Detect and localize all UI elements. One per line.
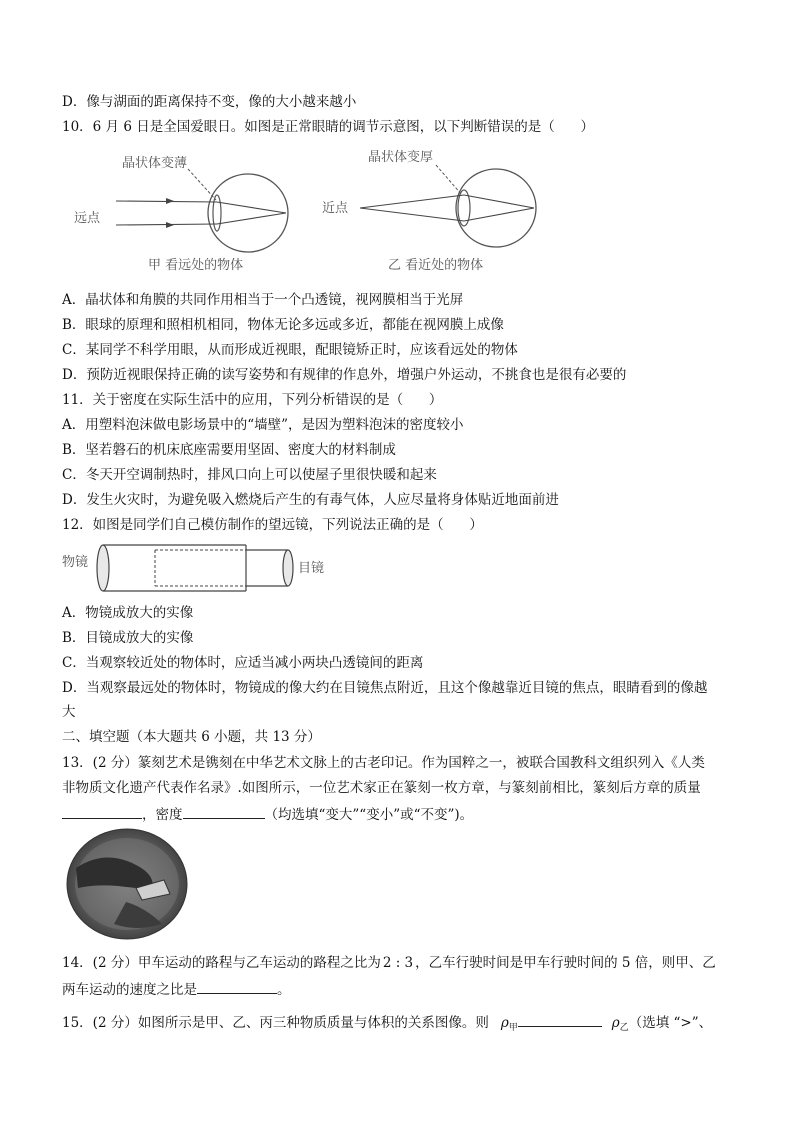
q11-option-c: C．冬天开空调制热时，排风口向上可以使屋子里很快暖和起来 [62,467,437,483]
rho-jia: ρ [500,1015,509,1031]
q14-line2: 两车运动的速度之比是 。 [62,979,291,999]
q15-line1: 15．(2 分）如图所示是甲、乙、丙三种物质质量与体积的关系图像。则 $\rho_甲$ $\rho_乙$（选填 “>”、 [62,1012,712,1037]
subscript-jia: 甲 [508,1023,518,1033]
caption-near: 乙 看近处的物体 [388,258,484,273]
subscript-yi: 乙 [619,1023,629,1033]
q13-seal-carving-photo [66,828,188,940]
label-objective: 物镜 [62,555,89,570]
label-lens-thinner: 晶状体变薄 [122,156,188,171]
q12-telescope-diagram [62,538,337,600]
q10-option-b: B．眼球的原理和照相机相同，物体无论多远或多近，都能在视网膜上成像 [62,317,504,333]
answer-blank-density[interactable] [183,804,265,819]
eye-far-figure [74,155,288,273]
label-eyepiece: 目镜 [298,561,325,576]
q13-line2: 非物质文化遗产代表作名录》.如图所示，一位艺术家正在篆刻一枚方章，与篆刻前相比，篆刻后方章的质量 [62,780,701,796]
q12-option-d-line2: 大 [62,704,76,720]
eyeball-far [208,174,288,252]
eyepiece-lens [283,550,293,586]
q11-option-a: A．用塑料泡沫做电影场景中的“墙壁”，是因为塑料泡沫的密度较小 [62,417,464,433]
q10-option-a: A．晶状体和角膜的共同作用相当于一个凸透镜，视网膜相当于光屏 [62,292,464,308]
label-near-point: 近点 [322,201,349,216]
q9-option-d: D．像与湖面的距离保持不变，像的大小越来越小 [62,94,357,110]
q14-ratio: 2 : 3 [382,955,414,971]
objective-lens [97,545,109,591]
q10-eye-diagram [70,145,560,277]
q12-option-a: A．物镜成放大的实像 [62,605,194,621]
q11-stem: 11．关于密度在实际生活中的应用，下列分析错误的是（ ） [62,392,443,408]
label-lens-thicker: 晶状体变厚 [368,150,434,165]
q10-stem: 10．6 月 6 日是全国爱眼日。如图是正常眼睛的调节示意图，以下判断错误的是（ ） [62,119,594,135]
q12-option-d-line1: D．当观察最远处的物体时，物镜成的像大约在目镜焦点附近，且这个像越靠近目镜的焦点，眼睛看到的像越 [62,680,708,696]
rho-yi: ρ [611,1015,620,1031]
caption-far: 甲 看远处的物体 [148,258,244,273]
label-far-point: 远点 [74,211,101,226]
lens-thin [213,195,221,231]
section-heading-fill-in: 二、填空题（本大题共 6 小题，共 13 分） [62,729,321,745]
q14-line1: 14．(2 分）甲车运动的路程与乙车运动的路程之比为 2 : 3 ，乙车行驶时间是甲车行驶时间的 5 倍，则甲、乙 [62,955,716,971]
answer-blank-mass[interactable] [62,804,142,819]
eye-near-figure [322,149,536,273]
eyeball-near [456,169,536,247]
q11-option-b: B．坚若磐石的机床底座需要用坚固、密度大的材料制成 [62,442,396,458]
q10-option-c: C．某同学不科学用眼，从而形成近视眼，配眼镜矫正时，应该看远处的物体 [62,342,518,358]
q13-line1: 13．(2 分）篆刻艺术是镌刻在中华艺术文脉上的古老印记。作为国粹之一，被联合国教科文组织列入《人类 [62,755,705,771]
q12-stem: 12．如图是同学们自己模仿制作的望远镜，下列说法正确的是（ ） [62,517,483,533]
q11-option-d: D．发生火灾时，为避免吸入燃烧后产生的有毒气体，人应尽量将身体贴近地面前进 [62,492,559,508]
q10-option-d: D．预防近视眼保持正确的读写姿势和有规律的作息外，增强户外运动，不挑食也是很有必要的 [62,367,627,383]
answer-blank-density-compare[interactable] [518,1012,602,1027]
q12-option-c: C．当观察较近处的物体时，应适当减小两块凸透镜间的距离 [62,655,424,671]
q13-line3: ，密度 （均选填“变大”“变小”或“不变”)。 [62,804,473,824]
q12-option-b: B．目镜成放大的实像 [62,630,194,646]
answer-blank-speed-ratio[interactable] [197,979,277,994]
